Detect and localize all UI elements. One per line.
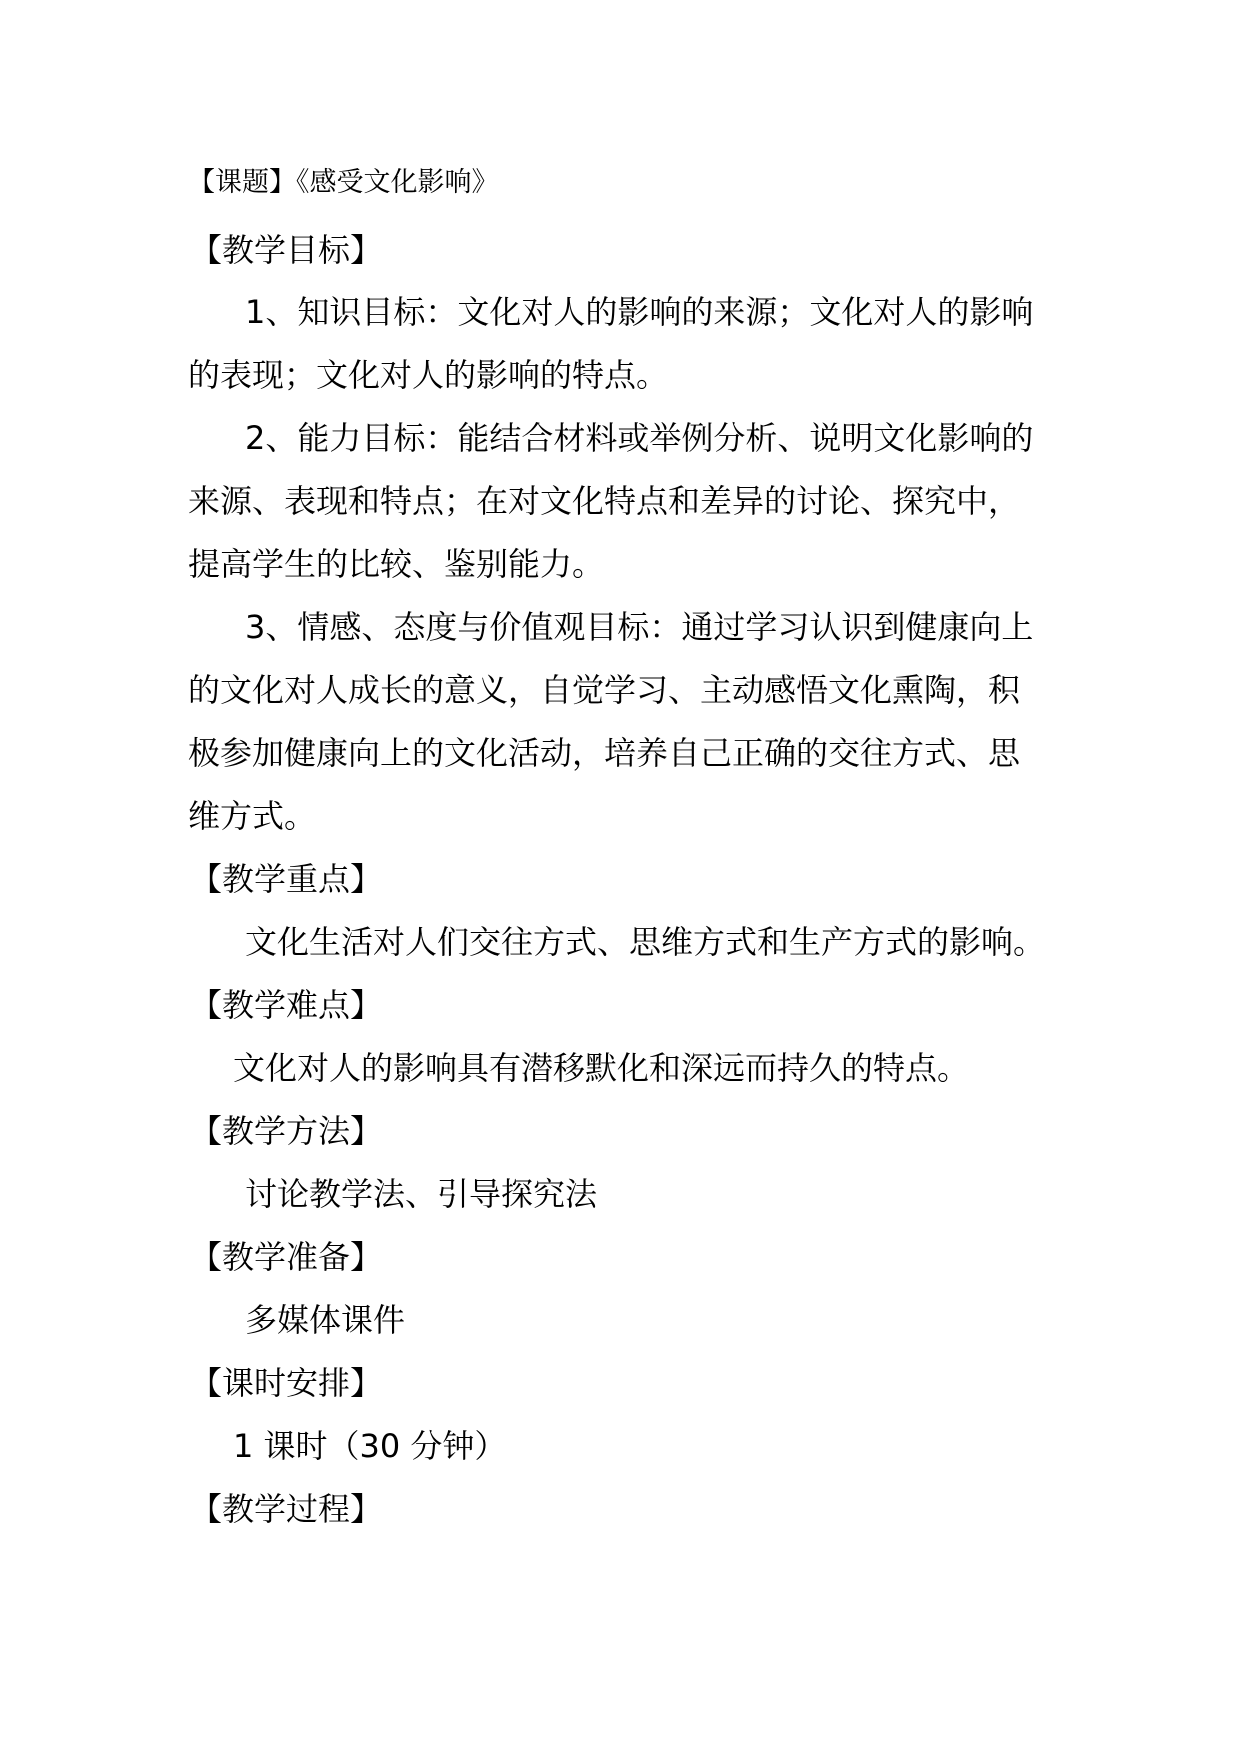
objective-line: 来源、表现和特点；在对文化特点和差异的讨论、探究中， [188,482,1021,520]
objective-line: 1、知识目标：文化对人的影响的来源；文化对人的影响 [245,293,1034,331]
document-title: 【课题】《感受文化影响》 [188,167,499,198]
objective-line: 的文化对人成长的意义，自觉学习、主动感悟文化熏陶，积 [188,671,1021,709]
schedule-heading: 【课时安排】 [190,1364,383,1402]
key-points-heading: 【教学重点】 [190,860,383,898]
difficulties-text: 文化对人的影响具有潜移默化和深远而持久的特点。 [233,1049,970,1087]
methods-text: 讨论教学法、引导探究法 [245,1175,598,1213]
methods-heading: 【教学方法】 [190,1112,383,1150]
objective-line: 的表现；文化对人的影响的特点。 [188,356,669,394]
objectives-heading: 【教学目标】 [190,231,383,269]
process-heading: 【教学过程】 [190,1490,383,1528]
preparation-text: 多媒体课件 [245,1301,406,1339]
key-points-text: 文化生活对人们交往方式、思维方式和生产方式的影响。 [245,923,1046,961]
objective-line: 2、能力目标：能结合材料或举例分析、说明文化影响的 [245,419,1034,457]
objective-line: 极参加健康向上的文化活动，培养自己正确的交往方式、思 [188,734,1021,772]
preparation-heading: 【教学准备】 [190,1238,383,1276]
objective-line: 维方式。 [188,797,317,835]
difficulties-heading: 【教学难点】 [190,986,383,1024]
objective-line: 提高学生的比较、鉴别能力。 [188,545,605,583]
schedule-text: 1 课时（30 分钟） [233,1427,507,1465]
objective-line: 3、情感、态度与价值观目标：通过学习认识到健康向上 [245,608,1034,646]
